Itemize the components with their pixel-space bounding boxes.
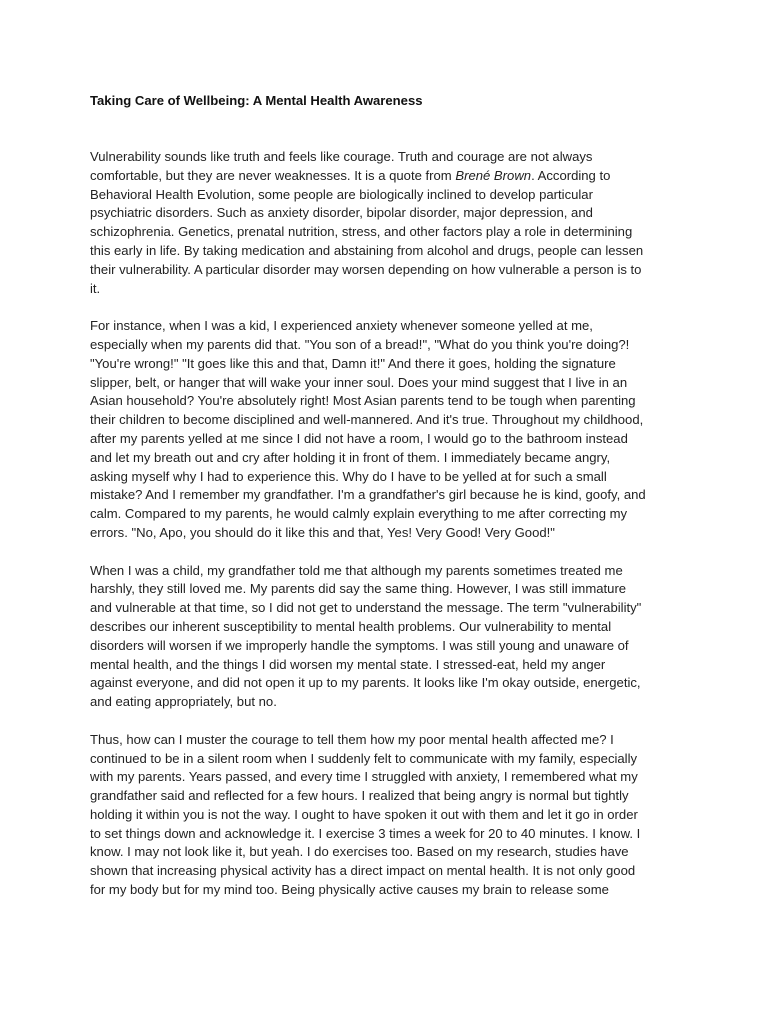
text-line <box>90 674 690 693</box>
text-line <box>90 317 690 336</box>
text-segment: Vulnerability sounds like truth and feels like courage. Truth and courage are not always <box>90 149 593 164</box>
text-line <box>90 186 690 205</box>
text-segment: mental health, and the things I did worsen my mental state. I stressed-eat, held my anger <box>90 656 606 672</box>
text-line <box>90 242 690 261</box>
text-line <box>90 280 690 299</box>
text-segment: with my parents. Years passed, and every time I struggled with anxiety, I remembered what my <box>90 769 638 785</box>
text-segment: disorders will worsen if we improperly handle the symptoms. I was still young and unaware of <box>90 637 629 653</box>
text-segment: know. I may not look like it, but yeah. I do exercises too. Based on my research, studies have <box>90 844 629 860</box>
text-segment: errors. "No, Apo, you should do it like this and that, Yes! Very Good! Very Good!" <box>90 524 555 540</box>
text-line <box>90 355 690 374</box>
text-line <box>90 468 690 487</box>
text-line <box>90 656 690 675</box>
text-segment: slipper, belt, or hanger that will wake your inner soul. Does your mind suggest that I live in an <box>90 374 628 390</box>
text-segment: holding it within you is not the way. I ought to have spoken it out with them and let it go in order <box>90 806 638 822</box>
text-segment: harshly, they still loved me. My parents did say the same thing. However, I was still immature <box>90 581 627 597</box>
text-line <box>90 825 690 844</box>
text-segment: to set things down and acknowledge it. I exercise 3 times a week for 20 to 40 minutes. I know. I <box>90 825 641 841</box>
text-segment: this early in life. By taking medication and abstaining from alcohol and drugs, people can lessen <box>90 242 644 258</box>
text-line <box>90 768 690 787</box>
text-segment: schizophrenia. Genetics, prenatal nutrition, stress, and other factors play a role in determining <box>90 224 633 240</box>
text-line <box>90 862 690 881</box>
text-line <box>90 430 690 449</box>
text-line <box>90 731 690 750</box>
text-segment: When I was a child, my grandfather told me that although my parents sometimes treated me <box>90 562 623 578</box>
text-segment: especially when my parents did that. "You son of a bread!", "What do you think you're doing?! <box>90 336 630 352</box>
text-line <box>90 787 690 806</box>
text-segment: shown that increasing physical activity has a direct impact on mental health. It is not only good <box>90 863 636 879</box>
text-line <box>90 618 690 637</box>
text-line <box>90 599 690 618</box>
paragraph <box>90 148 690 298</box>
text-segment: and eating appropriately, but no. <box>90 694 277 710</box>
text-segment: "You're wrong!" "It goes like this and that, Damn it!" And there it goes, holding the signature <box>90 355 616 371</box>
text-segment: it. <box>90 280 101 296</box>
text-segment: comfortable, but they are never weaknesses. It is a quote from <box>90 167 456 183</box>
text-line <box>90 223 690 242</box>
text-line <box>90 580 690 599</box>
text-line <box>90 505 690 524</box>
text-segment: calm. Compared to my parents, he would calmly explain everything to me after correcting my <box>90 506 628 522</box>
text-line <box>90 524 690 543</box>
document-title: Taking Care of Wellbeing: A Mental Health Awareness <box>90 93 423 108</box>
paragraph <box>90 731 690 900</box>
text-segment: continued to be in a silent room when I suddenly felt to communicate with my family, especially <box>90 750 638 766</box>
text-segment: Thus, how can I muster the courage to tell them how my poor mental health affected me? I <box>90 731 614 747</box>
text-line <box>90 750 690 769</box>
text-line <box>90 806 690 825</box>
text-line <box>90 261 690 280</box>
text-line <box>90 374 690 393</box>
text-line <box>90 148 690 167</box>
text-segment: asking myself why I had to experience this. Why do I have to be yelled at for such a small <box>90 468 607 484</box>
text-line <box>90 392 690 411</box>
text-segment: their vulnerability. A particular disorder may worsen depending on how vulnerable a person is to <box>90 261 642 277</box>
text-line <box>90 881 690 900</box>
text-segment: Behavioral Health Evolution, some people are biologically inclined to develop particular <box>90 186 593 202</box>
text-segment: Asian household? You're absolutely right! Most Asian parents tend to be tough when parenting <box>90 393 636 409</box>
text-segment: describes our inherent susceptibility to mental health problems. Our vulnerability to mental <box>90 618 612 634</box>
document-body <box>90 148 690 919</box>
text-segment: for my body but for my mind too. Being physically active causes my brain to release some <box>90 882 609 898</box>
text-line <box>90 336 690 355</box>
text-line <box>90 637 690 656</box>
text-segment: their children to become disciplined and well-mannered. And it's true. Throughout my childhood, <box>90 412 644 428</box>
text-line <box>90 167 690 186</box>
text-line <box>90 486 690 505</box>
paragraph <box>90 562 690 712</box>
text-segment: and vulnerable at that time, so I did not get to understand the message. The term "vulnerability" <box>90 600 642 616</box>
text-line <box>90 449 690 468</box>
text-segment: and let my breath out and cry after holding it in front of them. I immediately became angry, <box>90 449 611 465</box>
paragraph <box>90 317 690 543</box>
text-line <box>90 411 690 430</box>
text-line <box>90 562 690 581</box>
text-segment: psychiatric disorders. Such as anxiety disorder, bipolar disorder, major depression, and <box>90 205 593 221</box>
text-segment: For instance, when I was a kid, I experienced anxiety whenever someone yelled at me, <box>90 318 593 334</box>
text-line <box>90 693 690 712</box>
text-segment: . According to <box>531 167 611 183</box>
text-line <box>90 204 690 223</box>
text-segment: after my parents yelled at me since I did not have a room, I would go to the bathroom instead <box>90 430 628 446</box>
quote-author: Brené Brown <box>455 167 532 183</box>
text-line <box>90 843 690 862</box>
text-segment: grandfather said and reflected for a few hours. I realized that being angry is normal but tightly <box>90 788 629 804</box>
text-segment: against everyone, and did not open it up to my parents. It looks like I'm okay outside, energetic, <box>90 675 641 691</box>
text-segment: mistake? And I remember my grandfather. I'm a grandfather's girl because he is kind, goofy, and <box>90 487 646 503</box>
